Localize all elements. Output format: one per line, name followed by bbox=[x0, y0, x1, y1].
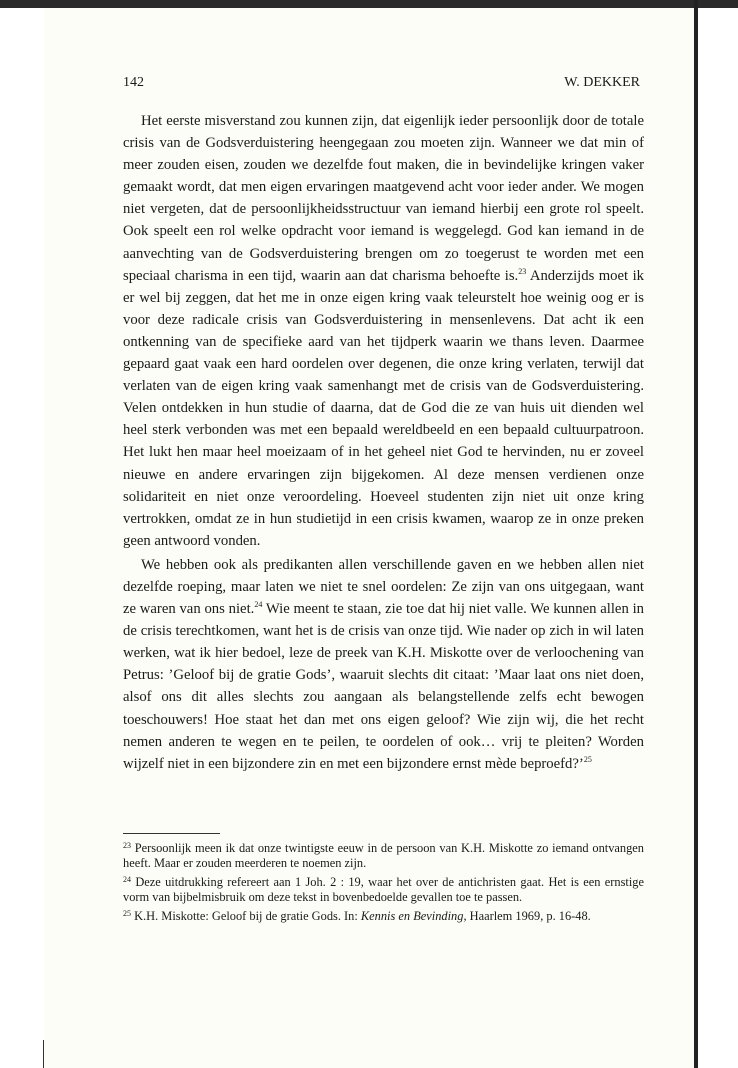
footnote-text: Persoonlijk meen ik dat onze twintigste eeuw in de persoon van K.H. Miskotte zo iemand ontvangen heeft. Maar er zouden meerderen te noemen zijn. bbox=[123, 841, 644, 870]
running-header bbox=[123, 75, 640, 91]
paragraph-1-text-a: Het eerste misverstand zou kunnen zijn, dat eigenlijk ieder persoonlijk door de totale crisis van de Godsverduistering heengegaan zou moeten zijn. Wanneer we dat min of meer zouden eisen, zouden we dezelfde fout maken, die in bevindelijke kringen vaker gemaakt wordt, dat men eigen ervaringen maatgevend acht voor ieder ander. We mogen niet vergeten, dat de persoonlijkheidsstructuur van iemand hierbij een grote rol speelt. Ook speelt een rol welke opdracht voor iemand is weggelegd. God kan iemand in de aanvechting van de Godsverduistering brengen om zo toegerust te worden met een speciaal charisma in een tijd, waarin aan dat charisma behoefte is. bbox=[123, 113, 644, 284]
footnote-23 bbox=[123, 841, 644, 871]
paragraph-1 bbox=[123, 110, 644, 552]
paragraph-2-text-b: Wie meent te staan, zie toe dat hij niet valle. We kunnen allen in de crisis terechtkomen, want het is de crisis van onze tijd. Wie nader op zich in wil laten werken, wat ik hier bedoel, leze de preek van K.H. Miskotte over de verloochening van Petrus: ’Geloof bij de gratie Gods’, waaruit slechts dit citaat: ’Maar laat ons niet doen, alsof ons dit alles slechts zou aangaan als belangstellende zelfs echt bewogen toeschouwers! Hoe staat het dan met ons eigen geloof? Wie zijn wij, die het recht nemen anderen te wegen en te peilen, te oordelen of ook… vrij te pleiten? Worden wijzelf niet in een bijzondere zin en met een bijzondere ernst mède beproefd?’ bbox=[123, 601, 644, 772]
footnote-24 bbox=[123, 875, 644, 905]
footnote-ref-23: 23 bbox=[518, 266, 527, 276]
page-number: 142 bbox=[123, 75, 144, 90]
footnote-ref-25: 25 bbox=[583, 754, 592, 764]
footnote-text: K.H. Miskotte: Geloof bij de gratie Gods. In: bbox=[134, 908, 361, 923]
paragraph-1-text-b: Anderzijds moet ik er wel bij zeggen, dat het me in onze eigen kring vaak teleurstelt hoe weinig oog er is voor deze radicale crisis van Godsverduistering in mensenlevens. Dat acht ik een ontkenning van de specifieke aard van het tijdperk waarin we thans leven. Daarmee gepaard gaat vaak een hard oordelen over degenen, die onze kring verlaten, terwijl dat verlaten van de eigen kring vaak samenhangt met de crisis van de Godsverduistering. Velen ontdekken in hun studie of daarna, dat de God die ze van huis uit dienden wel heel sterk verbonden was met een bepaald wereldbeeld en een bepaald cultuurpatroon. Het lukt hen maar heel moeizaam of in het geheel niet God te hervinden, nu er zoveel nieuwe en andere ervaringen zijn bijgekomen. Al deze mensen verdienen onze solidariteit en niet onze veroordeling. Hoeveel studenten zijn niet uit onze kring vertrokken, omdat ze in hun studietijd in een crisis kwamen, waarop ze in onze preken geen antwoord vonden. bbox=[123, 267, 644, 549]
running-head-author: W. DEKKER bbox=[564, 75, 640, 90]
footnote-separator bbox=[123, 833, 220, 834]
footnote-ref-24: 24 bbox=[254, 600, 263, 610]
paragraph-2-text-a: We hebben ook als predikanten allen verschillende gaven en we hebben allen niet dezelfde roeping, maar laten we niet te snel oordelen: Ze zijn van ons uitgegaan, want ze waren van ons niet. bbox=[123, 556, 644, 618]
body-text bbox=[123, 110, 644, 775]
footnote-number: 25 bbox=[123, 908, 131, 918]
footnote-number: 24 bbox=[123, 874, 131, 884]
paragraph-2 bbox=[123, 554, 644, 775]
footnote-text: Deze uitdrukking refereert aan 1 Joh. 2 : 19, waar het over de antichristen gaat. Het is een ernstige vorm van bijbelmisbruik om deze tekst in bovenbedoelde gevallen toe te passen. bbox=[123, 874, 644, 904]
scan-edge-right bbox=[694, 0, 698, 1068]
scan-edge-top bbox=[0, 0, 738, 8]
footnote-book-title: Kennis en Bevinding, bbox=[360, 908, 467, 923]
footnotes bbox=[123, 841, 644, 928]
footnote-25 bbox=[123, 909, 644, 924]
footnote-text-tail: Haarlem 1969, p. 16-48. bbox=[466, 908, 591, 923]
footnote-number: 23 bbox=[123, 841, 131, 850]
